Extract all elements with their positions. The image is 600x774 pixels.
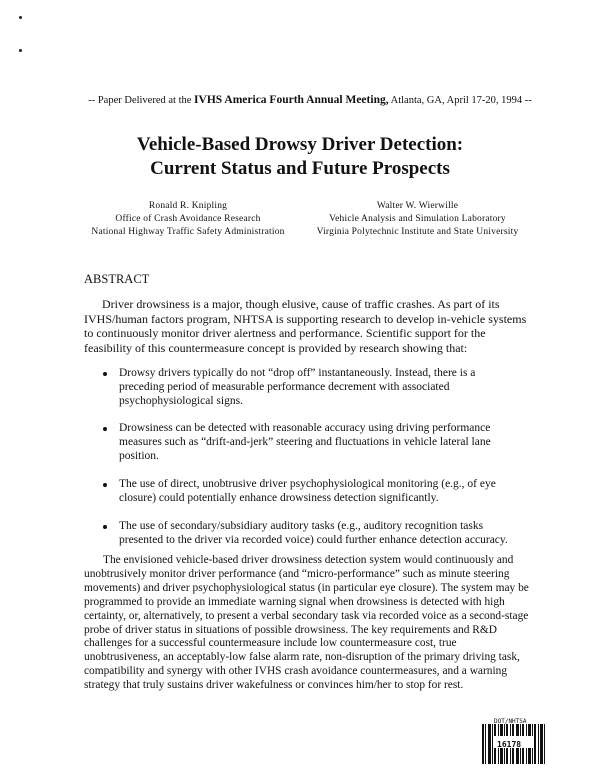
title-line-2: Current Status and Future Prospects xyxy=(150,158,450,179)
list-item-text: Drowsiness can be detected with reasonable accuracy using driving performance measures such as “drift-and-jerk” steering and fluctuations in vehicle lateral lane position. xyxy=(119,422,491,462)
list-item xyxy=(100,366,520,408)
banner-prefix: -- Paper xyxy=(88,95,122,106)
bullet-icon xyxy=(103,483,107,487)
author-office: Vehicle Analysis and Simulation Laboratory xyxy=(329,214,506,224)
banner-location: Atlanta, GA, April 17-20, 1994 -- xyxy=(390,95,532,106)
scan-speck xyxy=(19,49,22,52)
scan-speck xyxy=(19,16,22,19)
list-item-text: The use of direct, unobtrusive driver psychophysiological monitoring (e.g., of eye closure) could potentially enhance drowsiness detection significantly. xyxy=(119,478,496,504)
banner-meeting: IVHS America Fourth Annual Meeting, xyxy=(194,94,389,106)
title-line-1: Vehicle-Based Drowsy Driver Detection: xyxy=(136,134,464,155)
list-item xyxy=(100,477,520,505)
bullet-icon xyxy=(103,427,107,431)
author-org: Virginia Polytechnic Institute and State University xyxy=(316,227,519,237)
paper-title xyxy=(60,133,540,181)
author-name: Walter W. Wierwille xyxy=(376,201,459,211)
author-block-left xyxy=(78,200,298,239)
abstract-heading: ABSTRACT xyxy=(84,272,150,286)
list-item-text: The use of secondary/subsidiary auditory tasks (e.g., auditory recognition tasks presented to the driver via recorded voice) could further enhance detection accuracy. xyxy=(119,520,508,546)
list-item xyxy=(100,421,520,463)
list-item-text: Drowsy drivers typically do not “drop off” instantaneously. Instead, there is a preceding period of measurable performance decrement with associated psychophysiological signs. xyxy=(119,367,476,407)
list-item xyxy=(100,519,520,547)
conference-banner xyxy=(70,94,550,106)
abstract-closing: The envisioned vehicle-based driver drowsiness detection system would continuously and unobtrusively monitor driver performance (and “micro-performance” such as minute steering movements) and driver psychophysiological status (in particular eye closure). The system may be programmed to provide an immediate warning signal when drowsiness is detected with high certainty, or, alternatively, to present a verbal secondary task via recorded voice as a second-stage probe of driver status in situations of possible drowsiness. The key requirements and R&D challenges for a successful countermeasure include low countermeasure cost, true unobtrusiveness, an acceptably-low false alarm rate, non-disruption of the primary driving task, compatibility and synergy with other IVHS crash avoidance countermeasures, and a warning strategy that truly sustains driver wakefulness or convinces him/her to stop for rest. xyxy=(84,554,529,692)
barcode-number: 16178 xyxy=(497,740,522,749)
banner-delivered: Delivered at the xyxy=(124,95,192,106)
bullet-icon xyxy=(103,525,107,529)
author-block-right xyxy=(305,200,530,239)
abstract-intro: Driver drowsiness is a major, though elusive, cause of traffic crashes. As part of its IVHS/human factors program, NHTSA is supporting research to develop in-vehicle systems to continuously monitor driver alertness and performance. Scientific support for the feasibility of this countermeasure concept is provided by research showing that: xyxy=(84,297,527,355)
author-office: Office of Crash Avoidance Research xyxy=(115,214,261,224)
bullet-icon xyxy=(103,372,107,376)
barcode-caption: DOT/NHTSA xyxy=(494,718,527,725)
author-org: National Highway Traffic Safety Administration xyxy=(91,227,285,237)
findings-list xyxy=(100,366,520,547)
author-name: Ronald R. Knipling xyxy=(148,201,228,211)
